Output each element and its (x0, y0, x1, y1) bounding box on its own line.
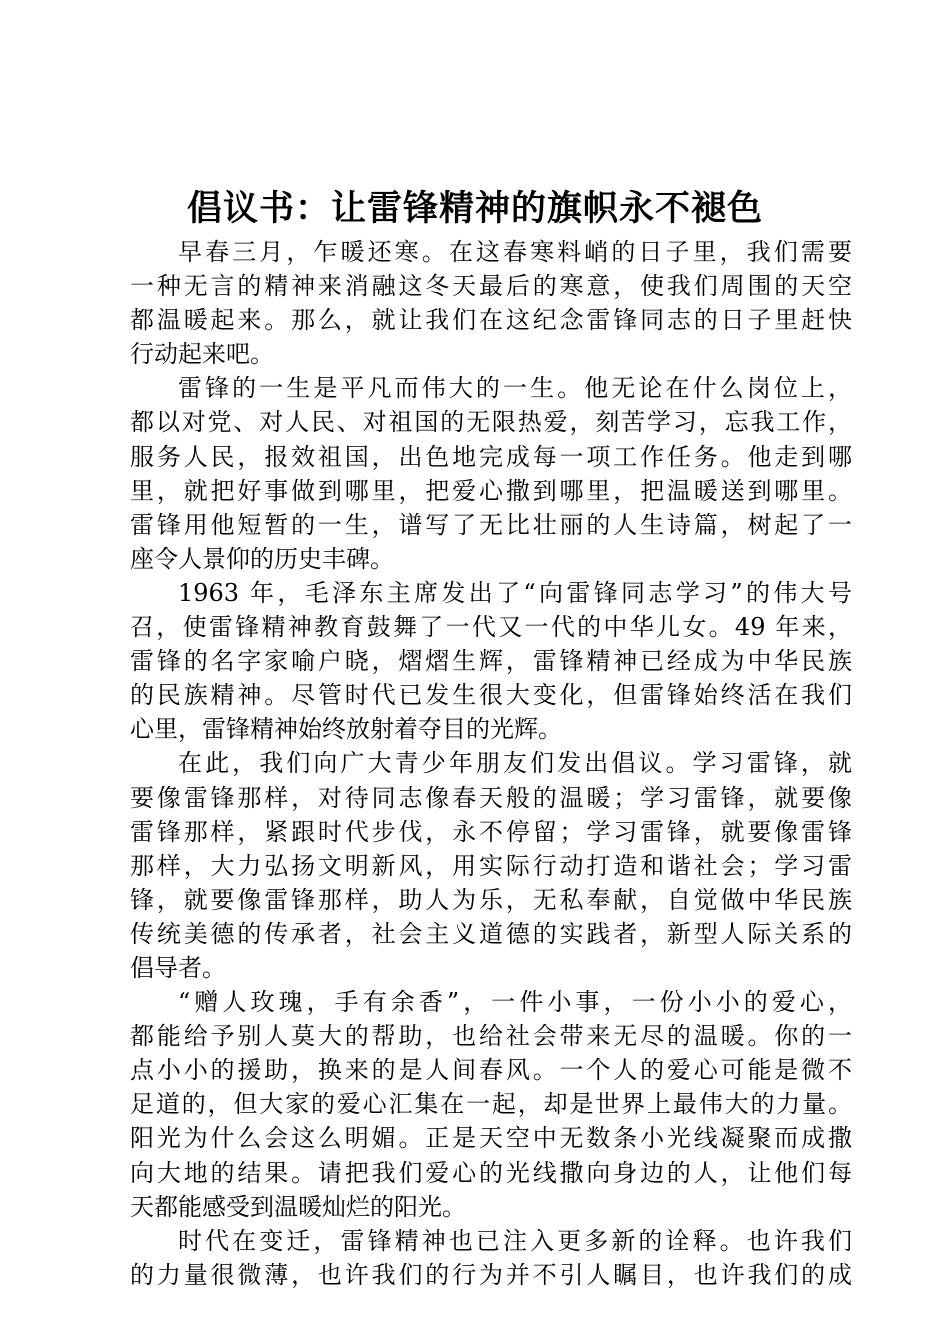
paragraph-line: 早春三月，乍暖还寒。在这春寒料峭的日子里，我们需要 (178, 238, 852, 266)
paragraph-line: 里，就把好事做到哪里，把爱心撒到哪里，把温暖送到哪里。 (130, 476, 852, 505)
paragraph (130, 235, 852, 371)
paragraph (130, 1224, 852, 1292)
paragraph-line: 传统美德的传承者，社会主义道德的实践者，新型人际关系的 (130, 919, 852, 948)
paragraph (130, 985, 852, 1224)
paragraph (130, 746, 852, 985)
paragraph-line: 行动起来吧。 (130, 340, 274, 369)
paragraph-line: 那样，大力弘扬文明新风，用实际行动打造和谐社会；学习雷 (130, 851, 852, 880)
paragraph-line: 在此，我们向广大青少年朋友们发出倡议。学习雷锋，就 (178, 749, 852, 778)
paragraph-line: “赠人玫瑰，手有余香”，一件小事，一份小小的爱心， (178, 988, 852, 1017)
paragraph-line: 雷锋的名字家喻户晓，熠熠生辉，雷锋精神已经成为中华民族 (130, 647, 852, 676)
paragraph-line: 雷锋用他短暂的一生，谱写了无比壮丽的人生诗篇，树起了一 (130, 510, 852, 539)
paragraph-line: 心里，雷锋精神始终放射着夺目的光辉。 (130, 715, 562, 744)
paragraph-line: 都以对党、对人民、对祖国的无限热爱，刻苦学习，忘我工作， (130, 408, 852, 437)
paragraph-line: 阳光为什么会这么明媚。正是天空中无数条小光线凝聚而成撒 (130, 1124, 852, 1153)
paragraph-line: 点小小的援助，换来的是人间春风。一个人的爱心可能是微不 (130, 1056, 852, 1085)
paragraph-line: 足道的，但大家的爱心汇集在一起，却是世界上最伟大的力量。 (130, 1090, 852, 1119)
paragraph-line: 天都能感受到温暖灿烂的阳光。 (130, 1192, 466, 1221)
paragraph-line: 的民族精神。尽管时代已发生很大变化，但雷锋始终活在我们 (130, 681, 852, 710)
paragraph-line: 都能给予别人莫大的帮助，也给社会带来无尽的温暖。你的一 (130, 1022, 852, 1051)
paragraph-line: 要像雷锋那样，对待同志像春天般的温暖；学习雷锋，就要像 (130, 783, 852, 812)
paragraph-line: 都温暖起来。那么，就让我们在这纪念雷锋同志的日子里赶快 (130, 306, 852, 335)
paragraph-line: 倡导者。 (130, 953, 226, 982)
paragraph (130, 576, 852, 746)
paragraph-line: 服务人民，报效祖国，出色地完成每一项工作任务。他走到哪 (130, 442, 852, 471)
paragraph-line: 召，使雷锋精神教育鼓舞了一代又一代的中华儿女。49 年来， (130, 613, 852, 642)
document-body (130, 235, 852, 1292)
paragraph-line: 的力量很微薄，也许我们的行为并不引人瞩目，也许我们的成 (130, 1260, 852, 1289)
paragraph-line: 向大地的结果。请把我们爱心的光线撒向身边的人，让他们每 (130, 1158, 852, 1187)
document-title: 倡议书：让雷锋精神的旗帜永不褪色 (186, 189, 763, 229)
paragraph-line: 1963 年，毛泽东主席发出了“向雷锋同志学习”的伟大号 (178, 578, 852, 607)
paragraph-line: 一种无言的精神来消融这冬天最后的寒意，使我们周围的天空 (130, 272, 852, 301)
paragraph-line: 时代在变迁，雷锋精神也已注入更多新的诠释。也许我们 (178, 1226, 852, 1255)
paragraph-line: 雷锋那样，紧跟时代步伐，永不停留；学习雷锋，就要像雷锋 (130, 817, 852, 846)
paragraph-line: 锋，就要像雷锋那样，助人为乐，无私奉献，自觉做中华民族 (130, 885, 852, 914)
paragraph (130, 371, 852, 576)
paragraph-line: 座令人景仰的历史丰碑。 (130, 544, 394, 573)
paragraph-line: 雷锋的一生是平凡而伟大的一生。他无论在什么岗位上， (178, 374, 852, 403)
